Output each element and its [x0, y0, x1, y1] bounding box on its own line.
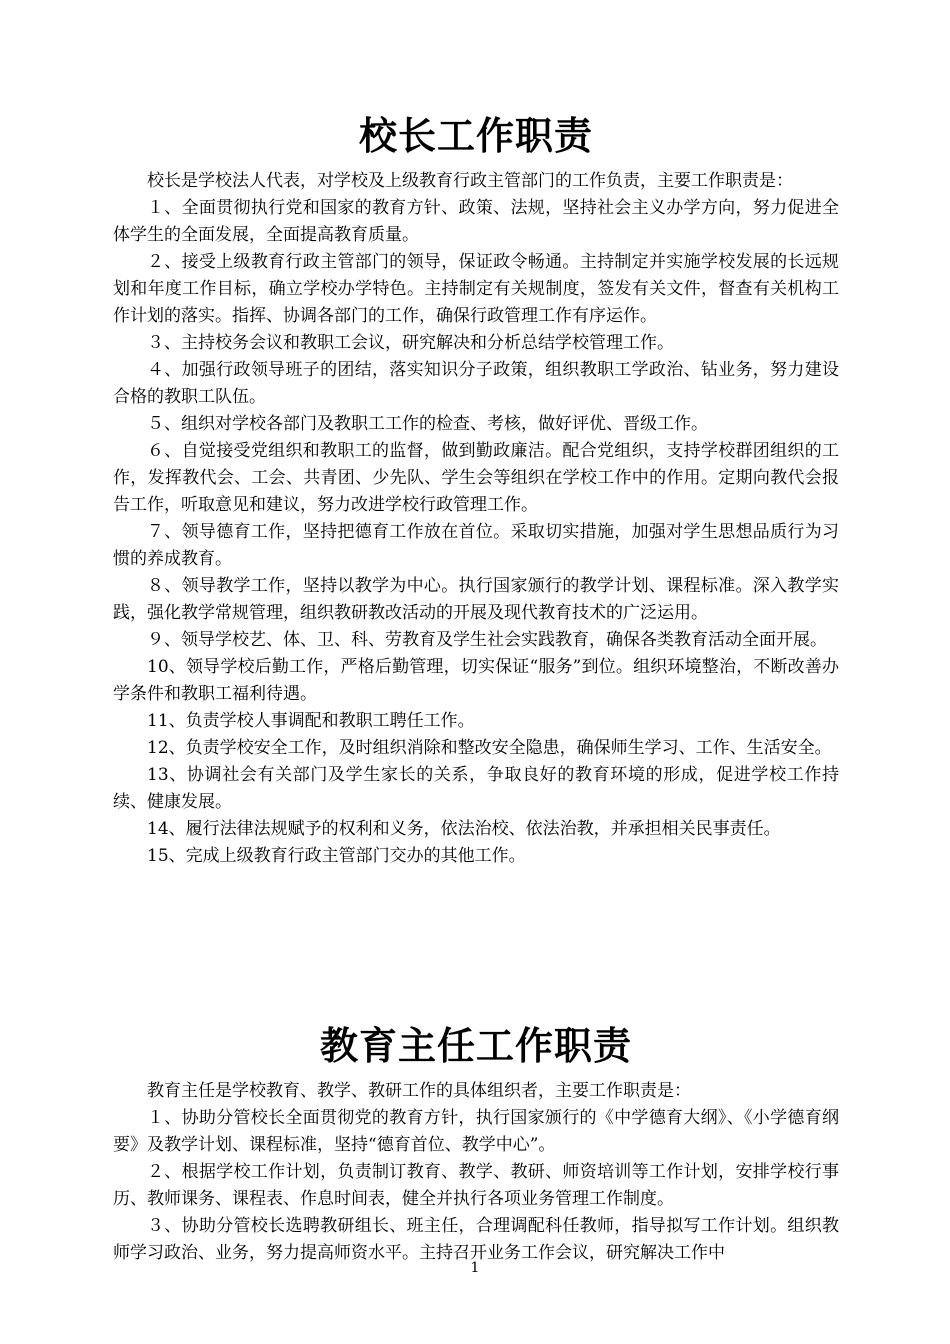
section-title: 教育主任工作职责: [319, 1023, 632, 1068]
duty-item: ８、领导教学工作，坚持以教学为中心。执行国家颁行的教学计划、课程标准。深入教学实践，强化教学常规管理，组织教研教改活动的开展及现代教育技术的广泛运用。: [113, 576, 839, 623]
duty-item: １、协助分管校长全面贯彻党的教育方针，执行国家颁行的《中学德育大纲》、《小学德育纲要》及教学计划、课程标准，坚持“德育首位、教学中心”。: [113, 1108, 839, 1155]
section-title: 校长工作职责: [358, 113, 593, 158]
duty-item: 14、履行法律法规赋予的权利和义务，依法治校、依法治教，并承担相关民事责任。: [147, 819, 781, 839]
duty-item: ５、组织对学校各部门及教职工工作的检查、考核，做好评优、晋级工作。: [147, 414, 708, 434]
section-principal-duties: [113, 108, 839, 870]
duty-item: １、全面贯彻执行党和国家的教育方针、政策、法规，坚持社会主义办学方向，努力促进全体学生的全面发展，全面提高教育质量。: [113, 198, 839, 245]
duty-item: ９、领导学校艺、体、卫、科、劳教育及学生社会实践教育，确保各类教育活动全面开展。: [147, 630, 827, 650]
section-intro: 教育主任是学校教育、教学、教研工作的具体组织者，主要工作职责是：: [147, 1081, 691, 1101]
duty-item: 13、协调社会有关部门及学生家长的关系，争取良好的教育环境的形成，促进学校工作持续、健康发展。: [113, 765, 839, 812]
duty-item: ６、自觉接受党组织和教职工的监督，做到勤政廉洁。配合党组织，支持学校群团组织的工作，发挥教代会、工会、共青团、少先队、学生会等组织在学校工作中的作用。定期向教代会报告工作，听取意见和建议，努力改进学校行政管理工作。: [113, 441, 839, 515]
duty-item: 12、负责学校安全工作，及时组织消除和整改安全隐患，确保师生学习、工作、生活安全。: [147, 738, 832, 758]
duty-item: ３、协助分管校长选聘教研组长、班主任，合理调配科任教师，指导拟写工作计划。组织教师学习政治、业务，努力提高师资水平。主持召开业务工作会议，研究解决工作中: [113, 1216, 839, 1263]
duty-item: ７、领导德育工作，坚持把德育工作放在首位。采取切实措施，加强对学生思想品质行为习惯的养成教育。: [113, 522, 839, 569]
section-education-director-duties: [113, 1018, 839, 1267]
duty-item: 10、领导学校后勤工作，严格后勤管理，切实保证“服务”到位。组织环境整治，不断改善办学条件和教职工福利待遇。: [113, 657, 839, 704]
duty-item: 15、完成上级教育行政主管部门交办的其他工作。: [147, 846, 526, 866]
duty-item: ４、加强行政领导班子的团结，落实知识分子政策，组织教职工学政治、钻业务，努力建设合格的教职工队伍。: [113, 360, 839, 407]
duty-item: ２、接受上级教育行政主管部门的领导，保证政令畅通。主持制定并实施学校发展的长远规划和年度工作目标，确立学校办学特色。主持制定有关规制度，签发有关文件，督查有关机构工作计划的落实。指挥、协调各部门的工作，确保行政管理工作有序运作。: [113, 252, 839, 326]
section-intro: 校长是学校法人代表，对学校及上级教育行政主管部门的工作负责，主要工作职责是：: [147, 171, 793, 191]
page-number: 1: [470, 1260, 480, 1276]
duty-item: ３、主持校务会议和教职工会议，研究解决和分析总结学校管理工作。: [147, 333, 674, 353]
duty-item: 11、负责学校人事调配和教职工聘任工作。: [147, 711, 475, 731]
duty-item: ２、根据学校工作计划，负责制订教育、教学、教研、师资培训等工作计划，安排学校行事历、教师课务、课程表、作息时间表，健全并执行各项业务管理工作制度。: [113, 1162, 839, 1209]
